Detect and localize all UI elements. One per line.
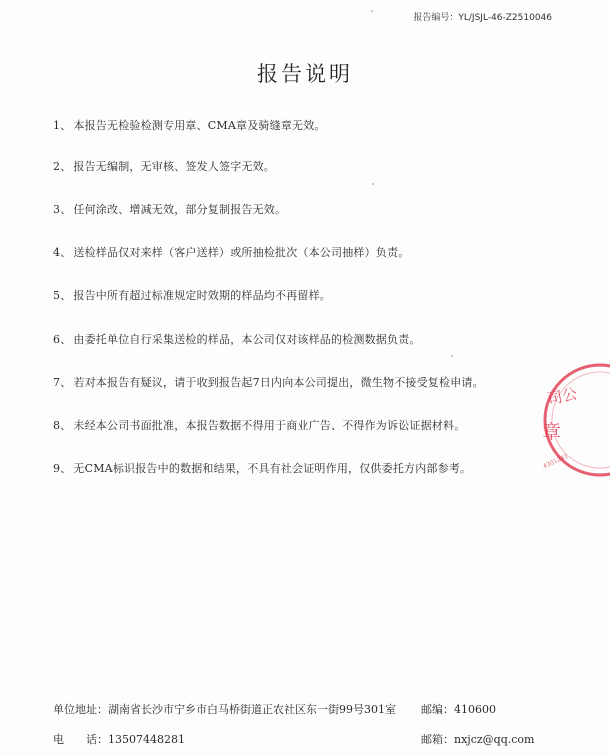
clause-text: 无CMA标识报告中的数据和结果，不具有社会证明作用，仅供委托方内部参考。 (73, 462, 472, 475)
scan-speck (451, 355, 453, 357)
clause-item (53, 244, 409, 260)
footer-postcode (421, 701, 496, 717)
phone-label: 电 话： (53, 733, 108, 746)
seal-text-mid: 章 (542, 421, 562, 443)
seal-text-upper: 司公 (545, 384, 579, 409)
scan-speck (372, 183, 374, 185)
seal-number: 4301241 (541, 452, 570, 471)
footer-email (421, 731, 534, 747)
clause-item (53, 374, 484, 390)
clause-number: 3、 (53, 203, 72, 216)
address-value: 湖南省长沙市宁乡市白马桥街道正农社区东一街99号301室 (108, 703, 396, 716)
clause-item (53, 117, 326, 133)
clause-item (53, 331, 421, 347)
report-number-label: 报告编号： (413, 13, 459, 23)
footer-phone (53, 731, 185, 747)
clause-item (53, 460, 471, 476)
clause-item (53, 287, 331, 303)
clause-text: 由委托单位自行采集送检的样品，本公司仅对该样品的检测数据负责。 (73, 333, 421, 346)
clause-number: 5、 (53, 289, 72, 302)
clause-text: 报告中所有超过标准规定时效期的样品均不再留样。 (73, 289, 332, 302)
clause-number: 6、 (53, 333, 72, 346)
email-label: 邮箱： (421, 733, 454, 746)
footer-address (53, 701, 396, 717)
clause-text: 报告无编制，无审核、签发人签字无效。 (73, 160, 276, 173)
email-value: nxjcz@qq.com (454, 733, 535, 746)
postcode-label: 邮编： (421, 703, 454, 716)
clause-text: 任何涂改、增减无效，部分复制报告无效。 (73, 203, 287, 216)
page-title: 报告说明 (257, 62, 353, 86)
report-number-value: YL/JSJL-46-Z2510046 (458, 13, 552, 23)
report-number (413, 10, 552, 23)
clause-number: 9、 (53, 462, 72, 475)
clause-number: 7、 (53, 376, 72, 389)
address-label: 单位地址： (53, 703, 108, 716)
clause-item (53, 417, 465, 433)
clause-item (53, 158, 275, 174)
clause-item (53, 201, 286, 217)
clause-number: 2、 (53, 160, 72, 173)
phone-value: 13507448281 (108, 733, 185, 746)
clause-number: 1、 (53, 119, 72, 132)
clause-text: 送检样品仅对来样（客户送样）或所抽检批次（本公司抽样）负责。 (73, 246, 410, 259)
company-seal-stamp (540, 360, 610, 480)
clause-text: 若对本报告有疑议，请于收到报告起7日内向本公司提出，微生物不接受复检申请。 (73, 376, 484, 389)
clause-number: 8、 (53, 419, 72, 432)
clause-number: 4、 (53, 246, 72, 259)
clause-text: 未经本公司书面批准，本报告数据不得用于商业广告、不得作为诉讼证据材料。 (73, 419, 466, 432)
scan-speck (371, 10, 373, 12)
clause-text: 本报告无检验检测专用章、CMA章及骑缝章无效。 (73, 119, 326, 132)
postcode-value: 410600 (454, 703, 496, 716)
